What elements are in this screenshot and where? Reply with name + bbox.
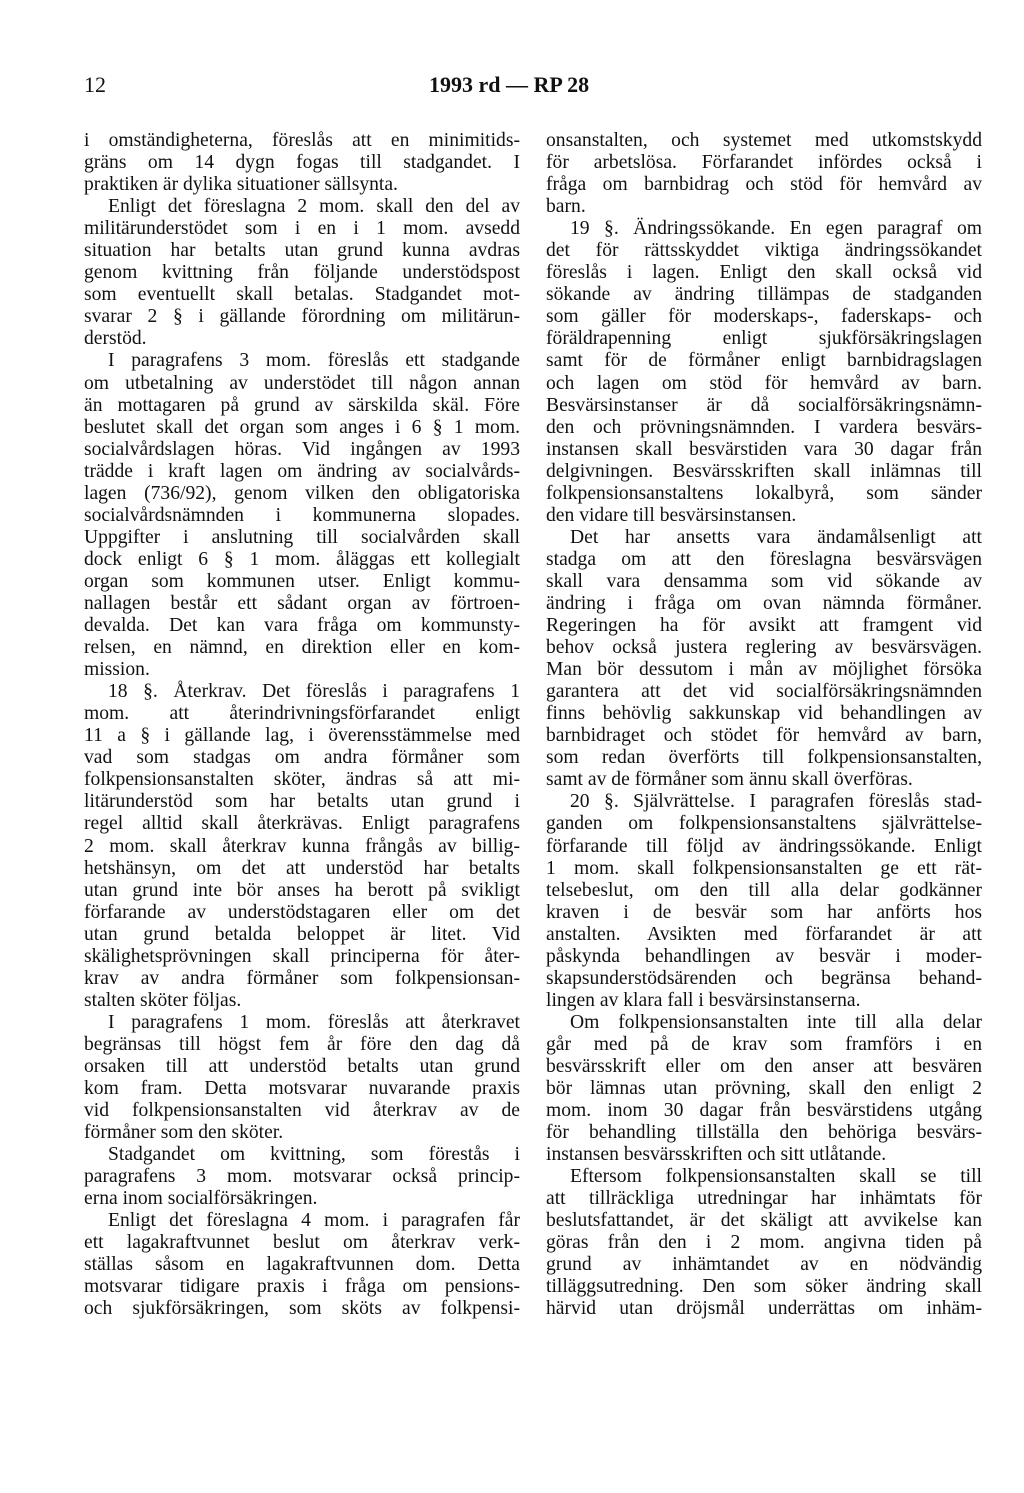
text-line: delgivningen. Besvärsskriften skall inlämnas till bbox=[546, 460, 982, 482]
text-line: påskynda behandlingen av besvär i moder- bbox=[546, 945, 982, 967]
text-line: socialvårdsnämnden i kommunerna slopades. bbox=[84, 504, 520, 526]
text-line: som redan överförts till folkpensionsanstalten, bbox=[546, 747, 982, 769]
paragraph bbox=[546, 218, 982, 527]
text-line: I paragrafens 3 mom. föreslås ett stadgande bbox=[108, 350, 520, 372]
text-line: som eventuellt skall betalas. Stadgandet mot- bbox=[84, 284, 520, 306]
text-line: den vidare till besvärsinstansen. bbox=[546, 504, 797, 526]
text-line: begränsas till högst fem år före den dag då bbox=[84, 1033, 520, 1055]
text-line: för arbetslösa. Förfarandet infördes också i bbox=[546, 152, 982, 174]
page-number: 12 bbox=[84, 72, 106, 97]
text-line: barn. bbox=[546, 196, 586, 218]
paragraph bbox=[84, 1012, 520, 1144]
text-line: bör lämnas utan prövning, skall den enligt 2 bbox=[546, 1078, 982, 1100]
text-line: I paragrafens 1 mom. föreslås att återkravet bbox=[108, 1011, 520, 1033]
text-line: gräns om 14 dygn fogas till stadgandet. I bbox=[84, 152, 520, 174]
text-line: instansen skall besvärstiden vara 30 dagar från bbox=[546, 438, 982, 460]
paragraph bbox=[84, 196, 520, 350]
paragraph bbox=[84, 1144, 520, 1210]
text-line: behov också justera reglering av besvärsvägen. bbox=[546, 637, 982, 659]
text-line: genom kvittning från följande understödspost bbox=[84, 262, 520, 284]
text-line: kraven i de besvär som har anförts hos bbox=[546, 901, 982, 923]
text-line: göras från den i 2 mom. angivna tiden på bbox=[546, 1232, 982, 1254]
text-line: derstöd. bbox=[84, 328, 147, 350]
text-line: ganden om folkpensionsanstaltens självrättelse- bbox=[546, 813, 982, 835]
text-line: skall vara densamma som vid sökande av bbox=[546, 570, 982, 592]
text-line: skapsunderstödsärenden och begränsa behand- bbox=[546, 967, 982, 989]
text-line: föräldrapenning enligt sjukförsäkringslagen bbox=[546, 328, 982, 350]
text-line: går med på de krav som framförs i en bbox=[546, 1033, 982, 1055]
text-line: finns behövlig sakkunskap vid behandlingen av bbox=[546, 703, 982, 725]
text-line: och sjukförsäkringen, som sköts av folkpensi- bbox=[84, 1298, 520, 1320]
text-line: instansen besvärsskriften och sitt utlåtande. bbox=[546, 1144, 887, 1166]
text-line: samt för de förmåner enligt barnbidragslagen bbox=[546, 350, 982, 372]
text-line: 2 mom. skall återkrav kunna frångås av billig- bbox=[84, 835, 520, 857]
text-line: i omständigheterna, föreslås att en minimitids- bbox=[84, 130, 520, 151]
text-line: vid folkpensionsanstalten vid återkrav av de bbox=[84, 1100, 520, 1122]
text-line: Regeringen ha för avsikt att framgent vid bbox=[546, 615, 982, 637]
text-line: orsaken till att understöd betalts utan grund bbox=[84, 1055, 520, 1077]
paragraph bbox=[84, 1210, 520, 1320]
paragraph bbox=[546, 527, 982, 792]
text-line: socialvårdslagen höras. Vid ingången av 1993 bbox=[84, 438, 520, 460]
text-line: litärunderstöd som har betalts utan grund i bbox=[84, 791, 520, 813]
text-line: fråga om barnbidrag och stöd för hemvård av bbox=[546, 174, 982, 196]
text-line: Enligt det föreslagna 2 mom. skall den del av bbox=[108, 196, 520, 218]
text-line: folkpensionsanstaltens lokalbyrå, som sänder bbox=[546, 482, 982, 504]
text-line: stalten sköter följas. bbox=[84, 989, 242, 1011]
text-line: utan grund inte bör anses ha berott på svikligt bbox=[84, 879, 520, 901]
running-title: 1993 rd — RP 28 bbox=[429, 72, 590, 97]
page-header bbox=[84, 72, 1004, 102]
text-line: dock enligt 6 § 1 mom. åläggas ett kollegialt bbox=[84, 548, 520, 570]
text-line: organ som kommunen utser. Enligt kommu- bbox=[84, 570, 520, 592]
text-line: Stadgandet om kvittning, som förestås i bbox=[108, 1144, 520, 1166]
text-line: anstalten. Avsikten med förfarandet är att bbox=[546, 923, 982, 945]
text-line: 1 mom. skall folkpensionsanstalten ge ett rät- bbox=[546, 857, 982, 879]
text-line: grund av inhämtandet av en nödvändig bbox=[546, 1254, 982, 1276]
text-line: 11 a § i gällande lag, i överensstämmelse med bbox=[84, 725, 520, 747]
text-line: svarar 2 § i gällande förordning om militärun- bbox=[84, 306, 520, 328]
text-line: vad som stadgas om andra förmåner som bbox=[84, 747, 520, 769]
text-line: förmåner som den sköter. bbox=[84, 1122, 284, 1144]
right-column bbox=[546, 130, 982, 1321]
text-line: kom fram. Detta motsvarar nuvarande praxis bbox=[84, 1078, 520, 1100]
text-line: beslutsfattandet, är det skäligt att avvikelse kan bbox=[546, 1210, 982, 1232]
text-line: och lagen om stöd för hemvård av barn. bbox=[546, 372, 982, 394]
text-line: lagen (736/92), genom vilken den obligatoriska bbox=[84, 482, 520, 504]
text-line: ställas såsom en lagakraftvunnen dom. Detta bbox=[84, 1254, 520, 1276]
text-line: motsvarar tidigare praxis i fråga om pensions- bbox=[84, 1276, 520, 1298]
text-line: Enligt det föreslagna 4 mom. i paragrafen får bbox=[108, 1210, 520, 1232]
text-line: folkpensionsanstalten sköter, ändras så att mi- bbox=[84, 769, 520, 791]
text-line: krav av andra förmåner som folkpensionsan- bbox=[84, 967, 520, 989]
text-line: barnbidraget och stödet för hemvård av barn, bbox=[546, 725, 982, 747]
text-line: att tillräckliga utredningar har inhämtats för bbox=[546, 1188, 982, 1210]
text-line: 20 §. Självrättelse. I paragrafen föreslås stad- bbox=[570, 791, 982, 813]
text-line: Det har ansetts vara ändamålsenligt att bbox=[570, 526, 982, 548]
text-line: härvid utan dröjsmål underrättas om inhäm- bbox=[546, 1298, 982, 1320]
text-line: besvärsskrift eller om den anser att besvären bbox=[546, 1055, 982, 1077]
text-line: situation har betalts utan grund kunna avdras bbox=[84, 240, 520, 262]
text-line: det för rättsskyddet viktiga ändringssökandet bbox=[546, 240, 982, 262]
paragraph bbox=[546, 1012, 982, 1166]
text-line: lingen av klara fall i besvärsinstanserna. bbox=[546, 989, 861, 1011]
text-line: relsen, en nämnd, en direktion eller en kom- bbox=[84, 637, 520, 659]
text-line: samt av de förmåner som ännu skall överföras. bbox=[546, 769, 913, 791]
text-line: 19 §. Ändringssökande. En egen paragraf om bbox=[570, 218, 982, 240]
text-line: förfarande av understödstagaren eller om det bbox=[84, 901, 520, 923]
text-line: som gäller för moderskaps-, faderskaps- och bbox=[546, 306, 982, 328]
left-column bbox=[84, 130, 520, 1321]
text-line: utan grund betalda beloppet är litet. Vid bbox=[84, 923, 520, 945]
text-line: telsebeslut, om den till alla delar godkänner bbox=[546, 879, 982, 901]
text-line: praktiken är dylika situationer sällsynta. bbox=[84, 174, 398, 196]
text-line: den och prövningsnämnden. I vardera besvärs- bbox=[546, 416, 982, 438]
text-line: Man bör dessutom i mån av möjlighet försöka bbox=[546, 659, 982, 681]
text-line: Uppgifter i anslutning till socialvården skall bbox=[84, 526, 520, 548]
text-line: mom. att återindrivningsförfarandet enligt bbox=[84, 703, 520, 725]
text-line: hetshänsyn, om det att understöd har betalts bbox=[84, 857, 520, 879]
text-line: stadga om att den föreslagna besvärsvägen bbox=[546, 548, 982, 570]
text-line: förfarande till följd av ändringssökande. Enligt bbox=[546, 835, 982, 857]
text-line: garantera att det vid socialförsäkringsnämnden bbox=[546, 681, 982, 703]
text-line: erna inom socialförsäkringen. bbox=[84, 1188, 318, 1210]
paragraph bbox=[546, 130, 982, 218]
paragraph bbox=[84, 350, 520, 681]
paragraph bbox=[84, 681, 520, 1012]
text-line: föreslås i lagen. Enligt den skall också vid bbox=[546, 262, 982, 284]
text-line: beslutet skall det organ som anges i 6 § 1 mom. bbox=[84, 416, 520, 438]
text-line: paragrafens 3 mom. motsvarar också princip- bbox=[84, 1166, 520, 1188]
text-line: ett lagakraftvunnet beslut om återkrav verk- bbox=[84, 1232, 520, 1254]
text-line: onsanstalten, och systemet med utkomstskydd bbox=[546, 130, 982, 151]
text-line: militärunderstödet som i en i 1 mom. avsedd bbox=[84, 218, 520, 240]
paragraph bbox=[546, 791, 982, 1011]
text-line: regel alltid skall återkrävas. Enligt paragrafens bbox=[84, 813, 520, 835]
text-line: mission. bbox=[84, 659, 150, 681]
text-line: tilläggsutredning. Den som söker ändring skall bbox=[546, 1276, 982, 1298]
text-line: om utbetalning av understödet till någon annan bbox=[84, 372, 520, 394]
text-line: Besvärsinstanser är då socialförsäkringsnämn- bbox=[546, 394, 982, 416]
text-line: än mottagaren på grund av särskilda skäl. Före bbox=[84, 394, 520, 416]
text-line: skälighetsprövningen skall principerna för åter- bbox=[84, 945, 520, 967]
paragraph bbox=[546, 1166, 982, 1320]
text-line: nallagen består ett sådant organ av förtroen- bbox=[84, 592, 520, 614]
text-line: ändring i fråga om ovan nämnda förmåner. bbox=[546, 592, 982, 614]
text-line: trädde i kraft lagen om ändring av socialvårds- bbox=[84, 460, 520, 482]
paragraph bbox=[84, 130, 520, 196]
text-line: devalda. Det kan vara fråga om kommunsty- bbox=[84, 615, 520, 637]
text-line: Om folkpensionsanstalten inte till alla delar bbox=[570, 1011, 982, 1033]
text-line: sökande av ändring tillämpas de stadganden bbox=[546, 284, 982, 306]
text-line: för behandling tillställa den behöriga besvärs- bbox=[546, 1122, 982, 1144]
text-line: Eftersom folkpensionsanstalten skall se till bbox=[570, 1166, 982, 1188]
text-line: 18 §. Återkrav. Det föreslås i paragrafens 1 bbox=[108, 681, 520, 703]
text-line: mom. inom 30 dagar från besvärstidens utgång bbox=[546, 1100, 982, 1122]
